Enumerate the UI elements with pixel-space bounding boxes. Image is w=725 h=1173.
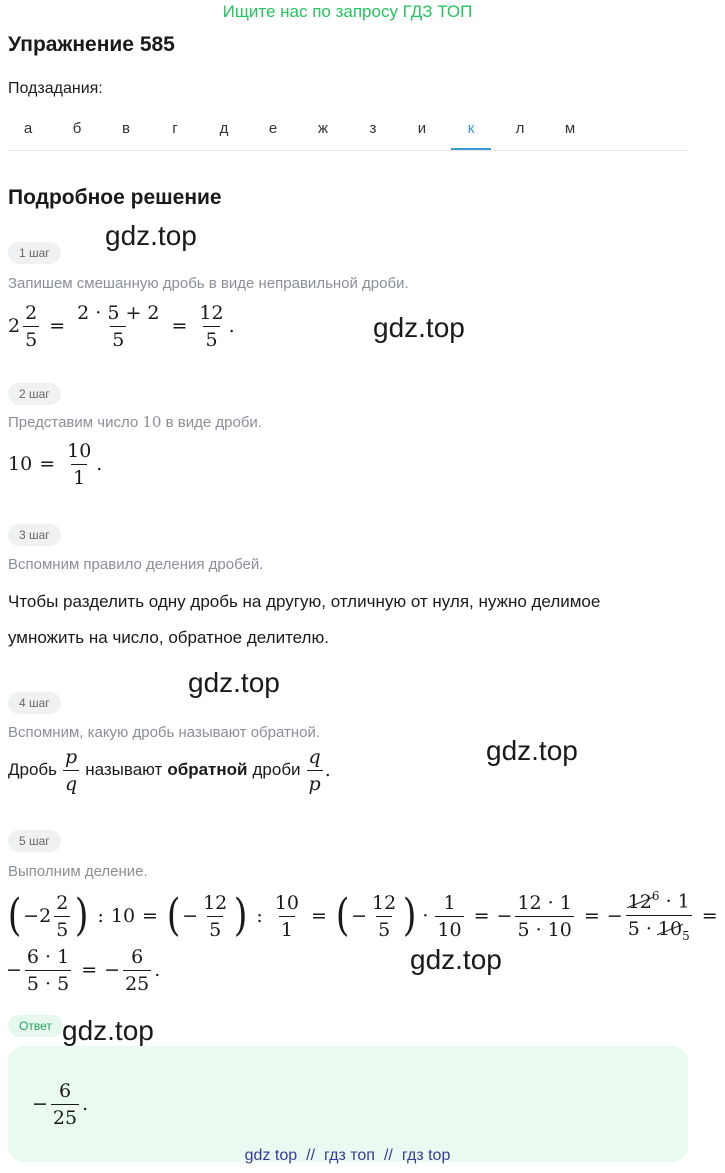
- step-2-hint: Представим число 10 в виде дроби.: [8, 413, 262, 431]
- watermark: gdz.top: [486, 735, 578, 766]
- tab-b[interactable]: б: [72, 120, 82, 137]
- equals-sign: =: [49, 315, 66, 337]
- footer-link[interactable]: гдз топ: [324, 1147, 375, 1164]
- fraction: $\frac{6}{25}$: [52, 1079, 78, 1129]
- fraction: $\frac{1}{10}$: [437, 891, 462, 941]
- footer-link[interactable]: gdz top: [244, 1147, 298, 1164]
- equals-sign: =: [39, 453, 56, 475]
- step-2-badge: 2 шаг: [8, 383, 61, 405]
- footer-links: gdz top // гдз топ // гдз top: [244, 1147, 451, 1164]
- step-5-formula-line2: − $\frac{6 \cdot 1}{5 \cdot 5}$ = − $\frac{6}{25}$ .: [6, 945, 161, 995]
- fraction: $\frac{6}{25}$: [125, 945, 150, 995]
- step-4-definition: Дробь $\frac{p}{q}$ называют обратной дроби $\frac{q}{p}$ .: [8, 745, 331, 795]
- watermark: gdz.top: [188, 667, 280, 698]
- step-5-formula-line1: ( − 2 $\frac{2}{5}$ ) : 10 = ( − $\frac{12}{5}$ ) : $\frac{10}{1}$ = ( − $\frac{12}{5}$ ) · $\frac{1}{10}$ = − $\frac{12 \cdot 1}{5 \cdot 10}$ = − $\frac{12^6 \cdot 1}{5 \cdot 10_5}$ =: [6, 886, 725, 946]
- equals-sign: =: [171, 315, 188, 337]
- watermark: gdz.top: [62, 1015, 154, 1046]
- step-4-hint: Вспомним, какую дробь называют обратной.: [8, 724, 321, 741]
- fraction: $\frac{12}{5}$: [199, 301, 224, 351]
- step-3-badge: 3 шаг: [8, 524, 61, 546]
- tab-a[interactable]: а: [23, 120, 33, 137]
- step-3-hint: Вспомним правило деления дробей.: [8, 556, 264, 573]
- fraction-cancelled: $\frac{12^6 \cdot 1}{5 \cdot 10_5}$: [626, 885, 692, 946]
- fraction: $\frac{p}{q}$: [65, 745, 78, 795]
- fraction: $\frac{2}{5}$: [25, 301, 38, 351]
- footer-link[interactable]: гдз top: [401, 1147, 451, 1164]
- fraction: $\frac{6 \cdot 1}{5 \cdot 5}$: [26, 945, 70, 995]
- watermark: gdz.top: [410, 944, 502, 975]
- solution-title: Подробное решение: [8, 186, 222, 209]
- subtasks-label: Подзадания:: [8, 80, 103, 97]
- fraction: $\frac{2}{5}$: [56, 891, 69, 941]
- tab-i[interactable]: и: [417, 120, 427, 137]
- mixed-whole: 2: [8, 315, 21, 337]
- tab-l[interactable]: л: [515, 120, 525, 137]
- answer-box: [8, 1046, 688, 1162]
- fraction: $\frac{10}{1}$: [67, 439, 92, 489]
- tab-k[interactable]: к: [451, 110, 491, 150]
- answer-formula: − $\frac{6}{25}$ .: [32, 1079, 89, 1129]
- step-5-badge: 5 шаг: [8, 830, 61, 852]
- fraction: $\frac{q}{p}$: [308, 745, 321, 795]
- step-4-badge: 4 шаг: [8, 692, 61, 714]
- step-1-hint: Запишем смешанную дробь в виде неправильной дроби.: [8, 275, 409, 292]
- subtask-tabs: [8, 110, 688, 151]
- period: .: [228, 315, 235, 337]
- step-3-rule-line1: Чтобы разделить одну дробь на другую, отличную от нуля, нужно делимое: [8, 592, 601, 611]
- exercise-title: Упражнение 585: [8, 33, 175, 56]
- step-2-formula: 10 = $\frac{10}{1}$ .: [8, 439, 103, 489]
- step-1-formula: [8, 298, 235, 354]
- tab-v[interactable]: в: [122, 120, 130, 137]
- fraction: $\frac{12 \cdot 1}{5 \cdot 10}$: [517, 891, 572, 941]
- watermark: gdz.top: [373, 312, 465, 343]
- fraction: $\frac{12}{5}$: [203, 891, 228, 941]
- watermark: gdz.top: [105, 220, 197, 251]
- tab-zh[interactable]: ж: [317, 120, 329, 137]
- promo-banner[interactable]: Ищите нас по запросу ГДЗ ТОП: [222, 2, 473, 21]
- tab-d[interactable]: д: [219, 120, 229, 137]
- tab-m[interactable]: м: [564, 120, 576, 137]
- fraction: $\frac{12}{5}$: [372, 891, 397, 941]
- answer-badge: Ответ: [8, 1015, 63, 1037]
- tab-g[interactable]: г: [172, 120, 178, 137]
- step-5-hint: Выполним деление.: [8, 863, 148, 880]
- step-1-badge: 1 шаг: [8, 242, 61, 264]
- fraction: $\frac{2 \cdot 5 + 2}{5}$: [77, 301, 160, 351]
- tab-z[interactable]: з: [369, 120, 377, 137]
- tab-e[interactable]: е: [268, 120, 278, 137]
- fraction: $\frac{10}{1}$: [274, 891, 300, 941]
- step-3-rule-line2: умножить на число, обратное делителю.: [8, 628, 329, 647]
